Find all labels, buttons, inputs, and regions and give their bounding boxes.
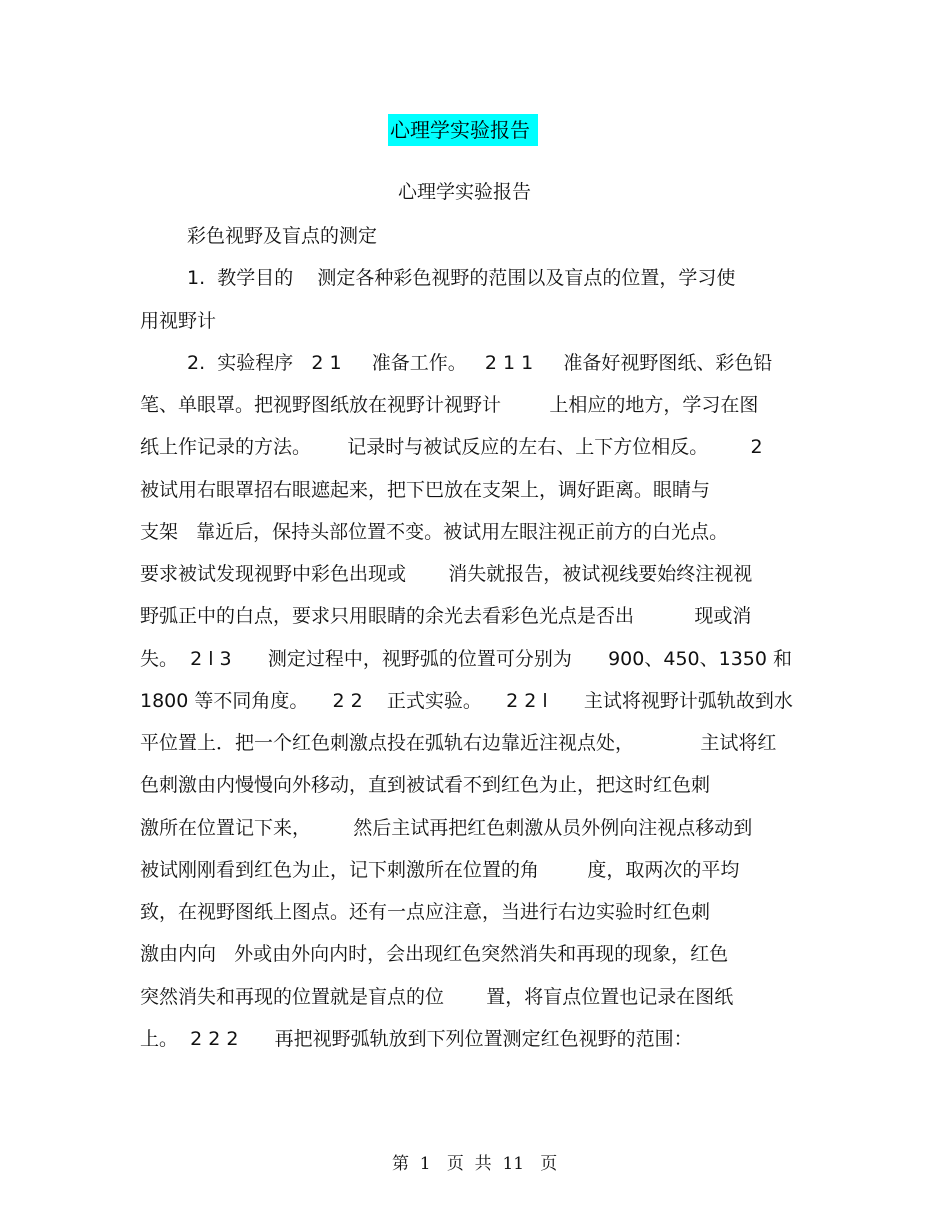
body-line: 平位置上．把一个红色刺激点投在弧轨右边靠近注视点处， 主试将红 <box>140 732 777 754</box>
body-line: 要求被试发现视野中彩色出现或 消失就报告，被试视线要始终注视视 <box>140 563 753 585</box>
body-line: 突然消失和再现的位置就是盲点的位 置，将盲点位置也记录在图纸 <box>140 986 734 1008</box>
body-line: 野弧正中的白点，要求只用眼睛的余光去看彩色光点是否出 现或消 <box>140 605 752 627</box>
document-subtitle: 心理学实验报告 <box>398 181 532 203</box>
body-line: 纸上作记录的方法。 记录时与被试反应的左右、上下方位相反。 2 <box>140 436 763 458</box>
body-line: 上。 2 2 2 再把视野弧轨放到下列位置测定红色视野的范围： <box>140 1028 693 1050</box>
body-line: 失。 2 l 3 测定过程中，视野弧的位置可分别为 900、450、1350 和 <box>140 648 793 670</box>
body-line: 被试用右眼罩招右眼遮起来，把下巴放在支架上，调好距离。眼睛与 <box>140 479 711 501</box>
body-line: 激所在位置记下来， 然后主试再把红色刺激从员外例向注视点移动到 <box>140 817 753 839</box>
body-line: 1800 等不同角度。 2 2 正式实验。 2 2 l 主试将视野计弧轨故到水 <box>140 690 793 712</box>
body-line: 支架 靠近后，保持头部位置不变。被试用左眼注视正前方的白光点。 <box>140 521 729 543</box>
document-title: 心理学实验报告 <box>388 114 538 146</box>
body-line: 2. 实验程序 2 1 准备工作。 2 1 1 准备好视野图纸、彩色铅 <box>187 352 773 374</box>
body-line: 被试刚刚看到红色为止，记下刺激所在位置的角 度，取两次的平均 <box>140 859 740 881</box>
section-heading: 彩色视野及盲点的测定 <box>187 225 378 247</box>
body-line: 色刺激由内慢慢向外移动，直到被试看不到红色为止，把这时红色刺 <box>140 774 711 796</box>
page-footer: 第 1 页 共 11 页 <box>392 1154 558 1174</box>
body-line: 激由内向 外或由外向内时，会出现红色突然消失和再现的现象，红色 <box>140 943 729 965</box>
body-line: 用视野计 <box>140 310 217 332</box>
body-line: 1. 教学目的 测定各种彩色视野的范围以及盲点的位置，学习使 <box>187 267 736 289</box>
body-line: 笔、单眼罩。把视野图纸放在视野计视野计 上相应的地方，学习在图 <box>140 394 759 416</box>
body-line: 致，在视野图纸上图点。还有一点应注意，当进行右边实验时红色刺 <box>140 901 711 923</box>
